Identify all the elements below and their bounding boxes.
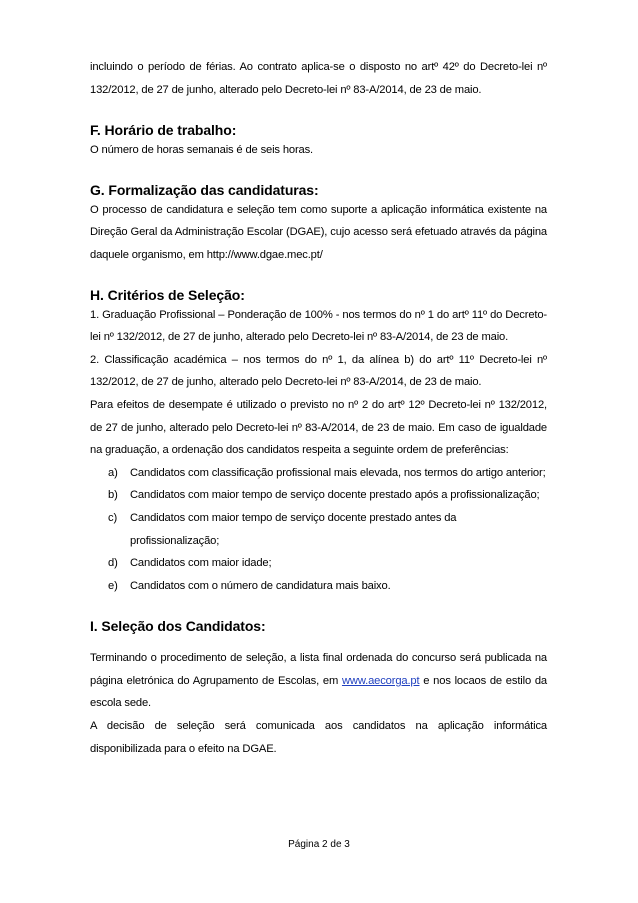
list-marker: e) — [108, 579, 118, 592]
section-i-text-end: e nos locaos de estilo da escola sede. — [90, 674, 547, 710]
list-item-text: Candidatos com classificação profissional mais elevada, nos termos do artigo anterior; — [130, 466, 546, 479]
list-item — [108, 484, 547, 507]
criterion-2: 2. Classificação académica – nos termos do nº 1, da alínea b) do artº 11º Decreto-lei nº 132/2012, de 27 de junho, alterado pelo Decreto-lei nº 83-A/2014, de 23 de maio. — [90, 353, 547, 389]
list-marker: d) — [108, 557, 118, 570]
list-item-text: Candidatos com maior tempo de serviço docente prestado após a profissionalização; — [130, 489, 540, 502]
criterion-1: 1. Graduação Profissional – Ponderação de 100% - nos termos do nº 1 do artº 11º do Decreto-lei nº 132/2012, de 27 de junho, alterado pelo Decreto-lei nº 83-A/2014, de 23 de maio. — [90, 308, 547, 344]
list-item — [108, 507, 547, 552]
aecorga-link[interactable]: www.aecorga.pt — [341, 674, 420, 687]
decision-paragraph: A decisão de seleção será comunicada aos candidatos na aplicação informática disponibilizada para o efeito na DGAE. — [90, 720, 547, 755]
tiebreak-paragraph: Para efeitos de desempate é utilizado o previsto no nº 2 do artº 12º Decreto-lei nº 132/2012, de 27 de junho, alterado pelo Decreto-lei nº 83-A/2014, de 23 de maio. Em caso de igualdade na graduação, a ordenação dos candidatos respeita a seguinte ordem de preferências: — [90, 398, 547, 457]
section-i-text — [90, 647, 547, 715]
section-g-text: O processo de candidatura e seleção tem como suporte a aplicação informática existente na Direção Geral da Administração Escolar (DGAE), cujo acesso será efetuado através da página daquele organismo, em http://www.dgae.mec.pt/ — [90, 203, 547, 261]
list-item — [108, 552, 547, 575]
list-marker: c) — [108, 511, 118, 524]
section-g-heading: G. Formalização das candidaturas: — [90, 181, 319, 198]
preference-list — [90, 462, 547, 598]
section-h-heading: H. Critérios de Seleção: — [90, 286, 245, 303]
list-marker: a) — [108, 466, 118, 479]
list-item — [108, 462, 547, 485]
section-i-text-start: Terminando o procedimento de seleção, a lista final ordenada do concurso será publicada na página eletrónica do Agrupamento de Escolas, em — [90, 652, 547, 687]
page-content — [90, 56, 547, 760]
page-footer: Página 2 de 3 — [288, 839, 350, 850]
list-marker: b) — [108, 489, 118, 502]
list-item-text: Candidatos com maior idade; — [130, 557, 272, 570]
intro-paragraph: incluindo o período de férias. Ao contrato aplica-se o disposto no artº 42º do Decreto-lei nº 132/2012, de 27 de junho, alterado pelo Decreto-lei nº 83-A/2014, de 23 de maio. — [90, 61, 547, 96]
section-f-heading: F. Horário de trabalho: — [90, 122, 237, 139]
list-item-text: Candidatos com o número de candidatura mais baixo. — [130, 579, 391, 592]
section-f-text: O número de horas semanais é de seis horas. — [90, 144, 314, 157]
list-item-text: Candidatos com maior tempo de serviço docente prestado antes da profissionalização; — [130, 511, 457, 547]
list-item — [108, 575, 547, 598]
section-i-heading: I. Seleção dos Candidatos: — [90, 618, 266, 635]
